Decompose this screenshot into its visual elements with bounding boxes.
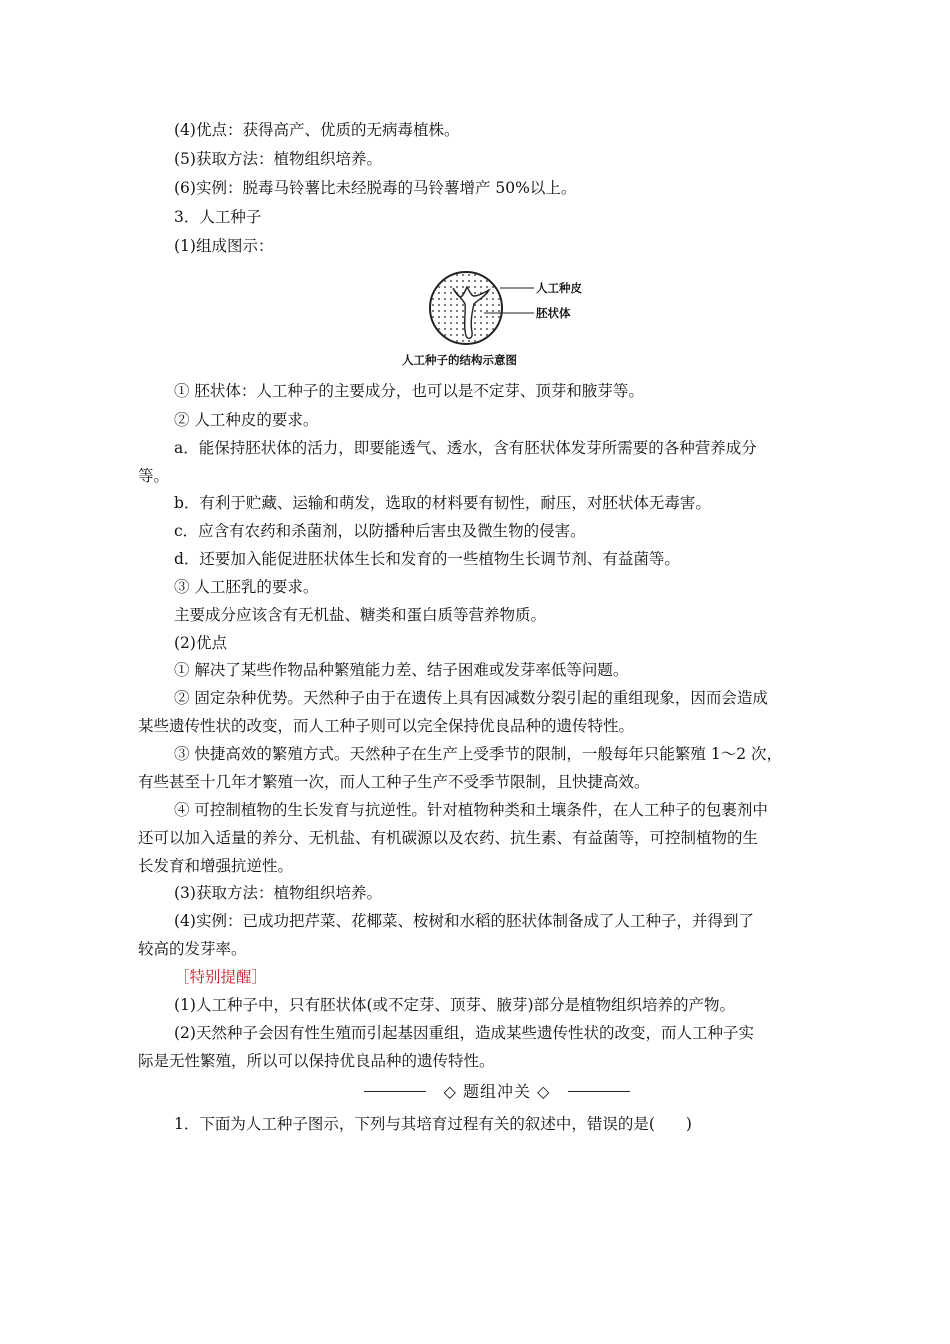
text-line: (5)获取方法：植物组织培养。 <box>174 150 382 168</box>
text-line: a．能保持胚状体的活力，即要能透气、透水，含有胚状体发芽所需要的各种营养成分 <box>174 439 757 457</box>
text-line: (2)天然种子会因有性生殖而引起基因重组，造成某些遗传性状的改变，而人工种子实 <box>174 1024 754 1042</box>
figure-caption: 人工种子的结构示意图 <box>402 353 517 367</box>
text-line: 际是无性繁殖，所以可以保持优良品种的遗传特性。 <box>138 1052 495 1070</box>
question-line: 1．下面为人工种子图示，下列与其培育过程有关的叙述中，错误的是( ) <box>174 1115 692 1133</box>
text-line: (3)获取方法：植物组织培养。 <box>174 884 382 902</box>
text-line: (6)实例：脱毒马铃薯比未经脱毒的马铃薯增产 50%以上。 <box>174 179 577 197</box>
text-line: b．有利于贮藏、运输和萌发，选取的材料要有韧性，耐压，对胚状体无毒害。 <box>174 494 711 512</box>
artificial-seed-figure <box>400 266 600 370</box>
embryoid-label: 胚状体 <box>536 306 571 320</box>
text-line: (1)人工种子中，只有胚状体(或不定芽、顶芽、腋芽)部分是植物组织培养的产物。 <box>174 996 736 1014</box>
text-line: ③ 快捷高效的繁殖方式。天然种子在生产上受季节的限制，一般每年只能繁殖 1～2 次， <box>174 745 783 763</box>
text-line: (4)实例：已成功把芹菜、花椰菜、桉树和水稻的胚状体制备成了人工种子，并得到了 <box>174 912 754 930</box>
text-line: ④ 可控制植物的生长发育与抗逆性。针对植物种类和土壤条件，在人工种子的包裹剂中 <box>174 801 768 819</box>
text-line: 有些甚至十几年才繁殖一次，而人工种子生产不受季节限制，且快捷高效。 <box>138 773 650 791</box>
text-line: ② 固定杂种优势。天然种子由于在遗传上具有因减数分裂引起的重组现象，因而会造成 <box>174 689 768 707</box>
text-line: 长发育和增强抗逆性。 <box>138 857 294 875</box>
text-line: (1)组成图示： <box>174 237 274 255</box>
text-line: 等。 <box>138 467 170 485</box>
text-line: 较高的发芽率。 <box>138 940 247 958</box>
text-line: ② 人工种皮的要求。 <box>174 411 319 429</box>
text-line: (4)优点：获得高产、优质的无病毒植株。 <box>174 121 460 139</box>
text-line: ① 解决了某些作物品种繁殖能力差、结子困难或发芽率低等问题。 <box>174 661 629 679</box>
text-line: ① 胚状体：人工种子的主要成分，也可以是不定芽、顶芽和腋芽等。 <box>174 382 644 400</box>
text-line: 还可以加入适量的养分、无机盐、有机碳源以及农药、抗生素、有益菌等，可控制植物的生 <box>138 829 759 847</box>
section-divider <box>364 1080 630 1104</box>
text-line: d．还要加入能促进胚状体生长和发育的一些植物生长调节剂、有益菌等。 <box>174 550 680 568</box>
text-line: (2)优点 <box>174 634 227 652</box>
text-line: c．应含有农药和杀菌剂，以防播种后害虫及微生物的侵害。 <box>174 522 586 540</box>
text-line: ③ 人工胚乳的要求。 <box>174 578 319 596</box>
section-heading: 3．人工种子 <box>174 208 262 226</box>
text-line: 主要成分应该含有无机盐、糖类和蛋白质等营养物质。 <box>174 606 547 624</box>
special-reminder-heading: ［特别提醒］ <box>174 968 268 986</box>
seed-coat-label: 人工种皮 <box>536 281 582 295</box>
section-title: ◇ 题组冲关 ◇ <box>443 1082 551 1101</box>
text-line: 某些遗传性状的改变，而人工种子则可以完全保持优良品种的遗传特性。 <box>138 717 635 735</box>
